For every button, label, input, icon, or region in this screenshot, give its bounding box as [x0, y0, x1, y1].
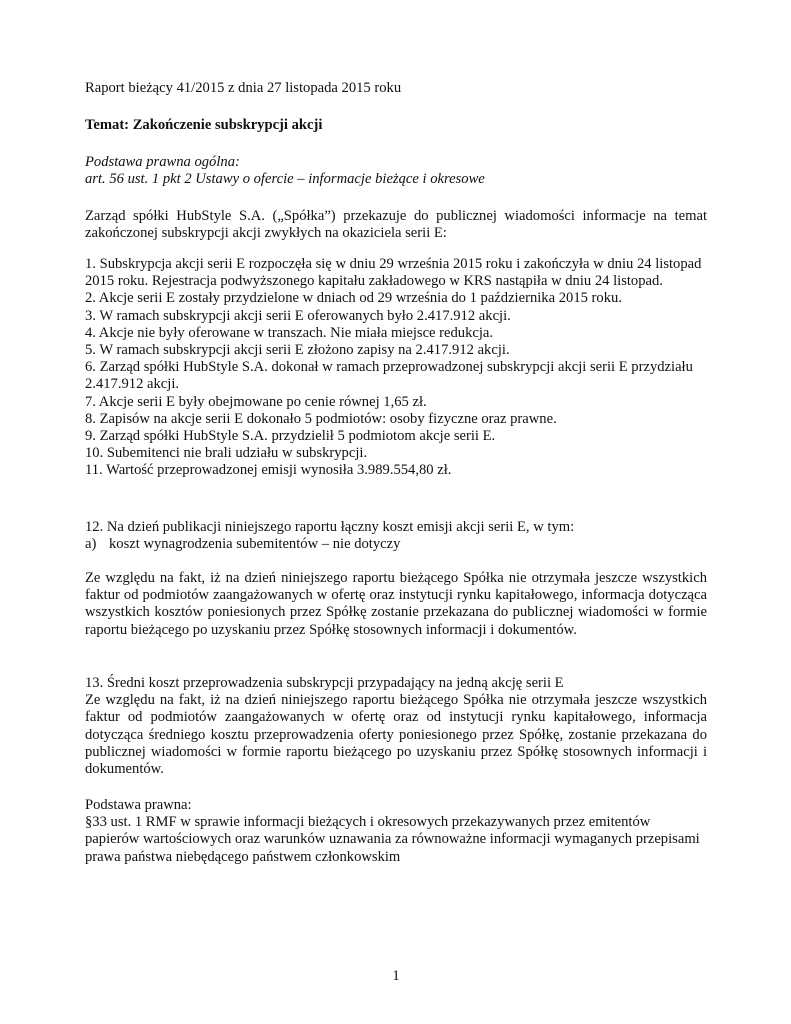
list-item: 7. Akcje serii E były obejmowane po cenie równej 1,65 zł. [85, 393, 427, 410]
intro-paragraph: Zarząd spółki HubStyle S.A. („Spółka”) przekazuje do publicznej wiadomości informacje na temat zakończonej subskrypcji akcji zwykłych na okaziciela serii E: [85, 208, 707, 242]
report-title: Raport bieżący 41/2015 z dnia 27 listopada 2015 roku [85, 80, 402, 96]
page-number: 1 [392, 968, 400, 984]
legal-basis-label: Podstawa prawna ogólna: [85, 154, 240, 170]
legal-basis-text: art. 56 ust. 1 pkt 2 Ustawy o ofercie – informacje bieżące i okresowe [85, 171, 485, 188]
report-subject: Temat: Zakończenie subskrypcji akcji [85, 117, 323, 133]
items-list [85, 256, 707, 480]
list-item: 10. Subemitenci nie brali udziału w subskrypcji. [85, 445, 368, 462]
list-item: 11. Wartość przeprowadzonej emisji wynosiła 3.989.554,80 zł. [85, 462, 452, 479]
list-item: 6. Zarząd spółki HubStyle S.A. dokonał w ramach przeprowadzonej subskrypcji akcji serii E przydziału 2.417.912 akcji. [85, 359, 693, 393]
cost-paragraph: Ze względu na fakt, iż na dzień niniejszego raportu bieżącego Spółka nie otrzymała jeszcze wszystkich faktur od podmiotów zaangażowanych w ofertę oraz instytucji rynku kapitałowego, informacja dotycząca wszystkich kosztów poniesionych przez Spółkę zostanie przekazana do publicznej wiadomości w formie raportu bieżącego po uzyskaniu przez Spółkę stosownych informacji i dokumentów. [85, 570, 707, 638]
emission-cost-heading: 12. Na dzień publikacji niniejszego raportu łączny koszt emisji akcji serii E, w tym: [85, 519, 575, 535]
average-cost-paragraph: Ze względu na fakt, iż na dzień niniejszego raportu bieżącego Spółka nie otrzymała jeszcze wszystkich faktur od podmiotów zaangażowanych w ofertę oraz od instytucji rynku kapitałowego, informacja dotycząca średniego kosztu przeprowadzenia oferty poniesionego przez Spółkę, zostanie przekazana do publicznej wiadomości w formie raportu bieżącego po uzyskaniu przez Spółkę stosownych informacji i dokumentów. [85, 692, 707, 778]
legal-basis-general [85, 154, 707, 188]
list-item: 5. W ramach subskrypcji akcji serii E złożono zapisy na 2.417.912 akcji. [85, 342, 510, 359]
list-item: 1. Subskrypcja akcji serii E rozpoczęła się w dniu 29 września 2015 roku i zakończyła w dniu 24 listopad 2015 roku. Rejestracja podwyższonego kapitału zakładowego w KRS nastąpiła w dniu 24 listopad. [85, 256, 702, 290]
legal-basis-footer-label: Podstawa prawna: [85, 797, 192, 813]
emission-cost-section [85, 519, 707, 553]
legal-basis-footer [85, 797, 707, 866]
subitem-text: koszt wynagrodzenia subemitentów – nie dotyczy [109, 536, 401, 553]
emission-cost-subitem [85, 536, 707, 553]
average-cost-section [85, 675, 707, 778]
subitem-marker: a) [85, 536, 97, 553]
legal-basis-footer-text: §33 ust. 1 RMF w sprawie informacji bieżących i okresowych przekazywanych przez emitentów papierów wartościowych oraz warunków uznawania za równoważne informacji wymaganych przepisami prawa państwa niebędącego państwem członkowskim [85, 814, 700, 865]
list-item: 8. Zapisów na akcje serii E dokonało 5 podmiotów: osoby fizyczne oraz prawne. [85, 410, 557, 427]
list-item: 2. Akcje serii E zostały przydzielone w dniach od 29 września do 1 października 2015 roku. [85, 290, 622, 307]
list-item: 4. Akcje nie były oferowane w transzach. Nie miała miejsce redukcja. [85, 324, 494, 341]
list-item: 3. W ramach subskrypcji akcji serii E oferowanych było 2.417.912 akcji. [85, 307, 511, 324]
list-item: 9. Zarząd spółki HubStyle S.A. przydzielił 5 podmiotom akcje serii E. [85, 428, 496, 445]
average-cost-heading: 13. Średni koszt przeprowadzenia subskrypcji przypadający na jedną akcję serii E [85, 675, 564, 691]
